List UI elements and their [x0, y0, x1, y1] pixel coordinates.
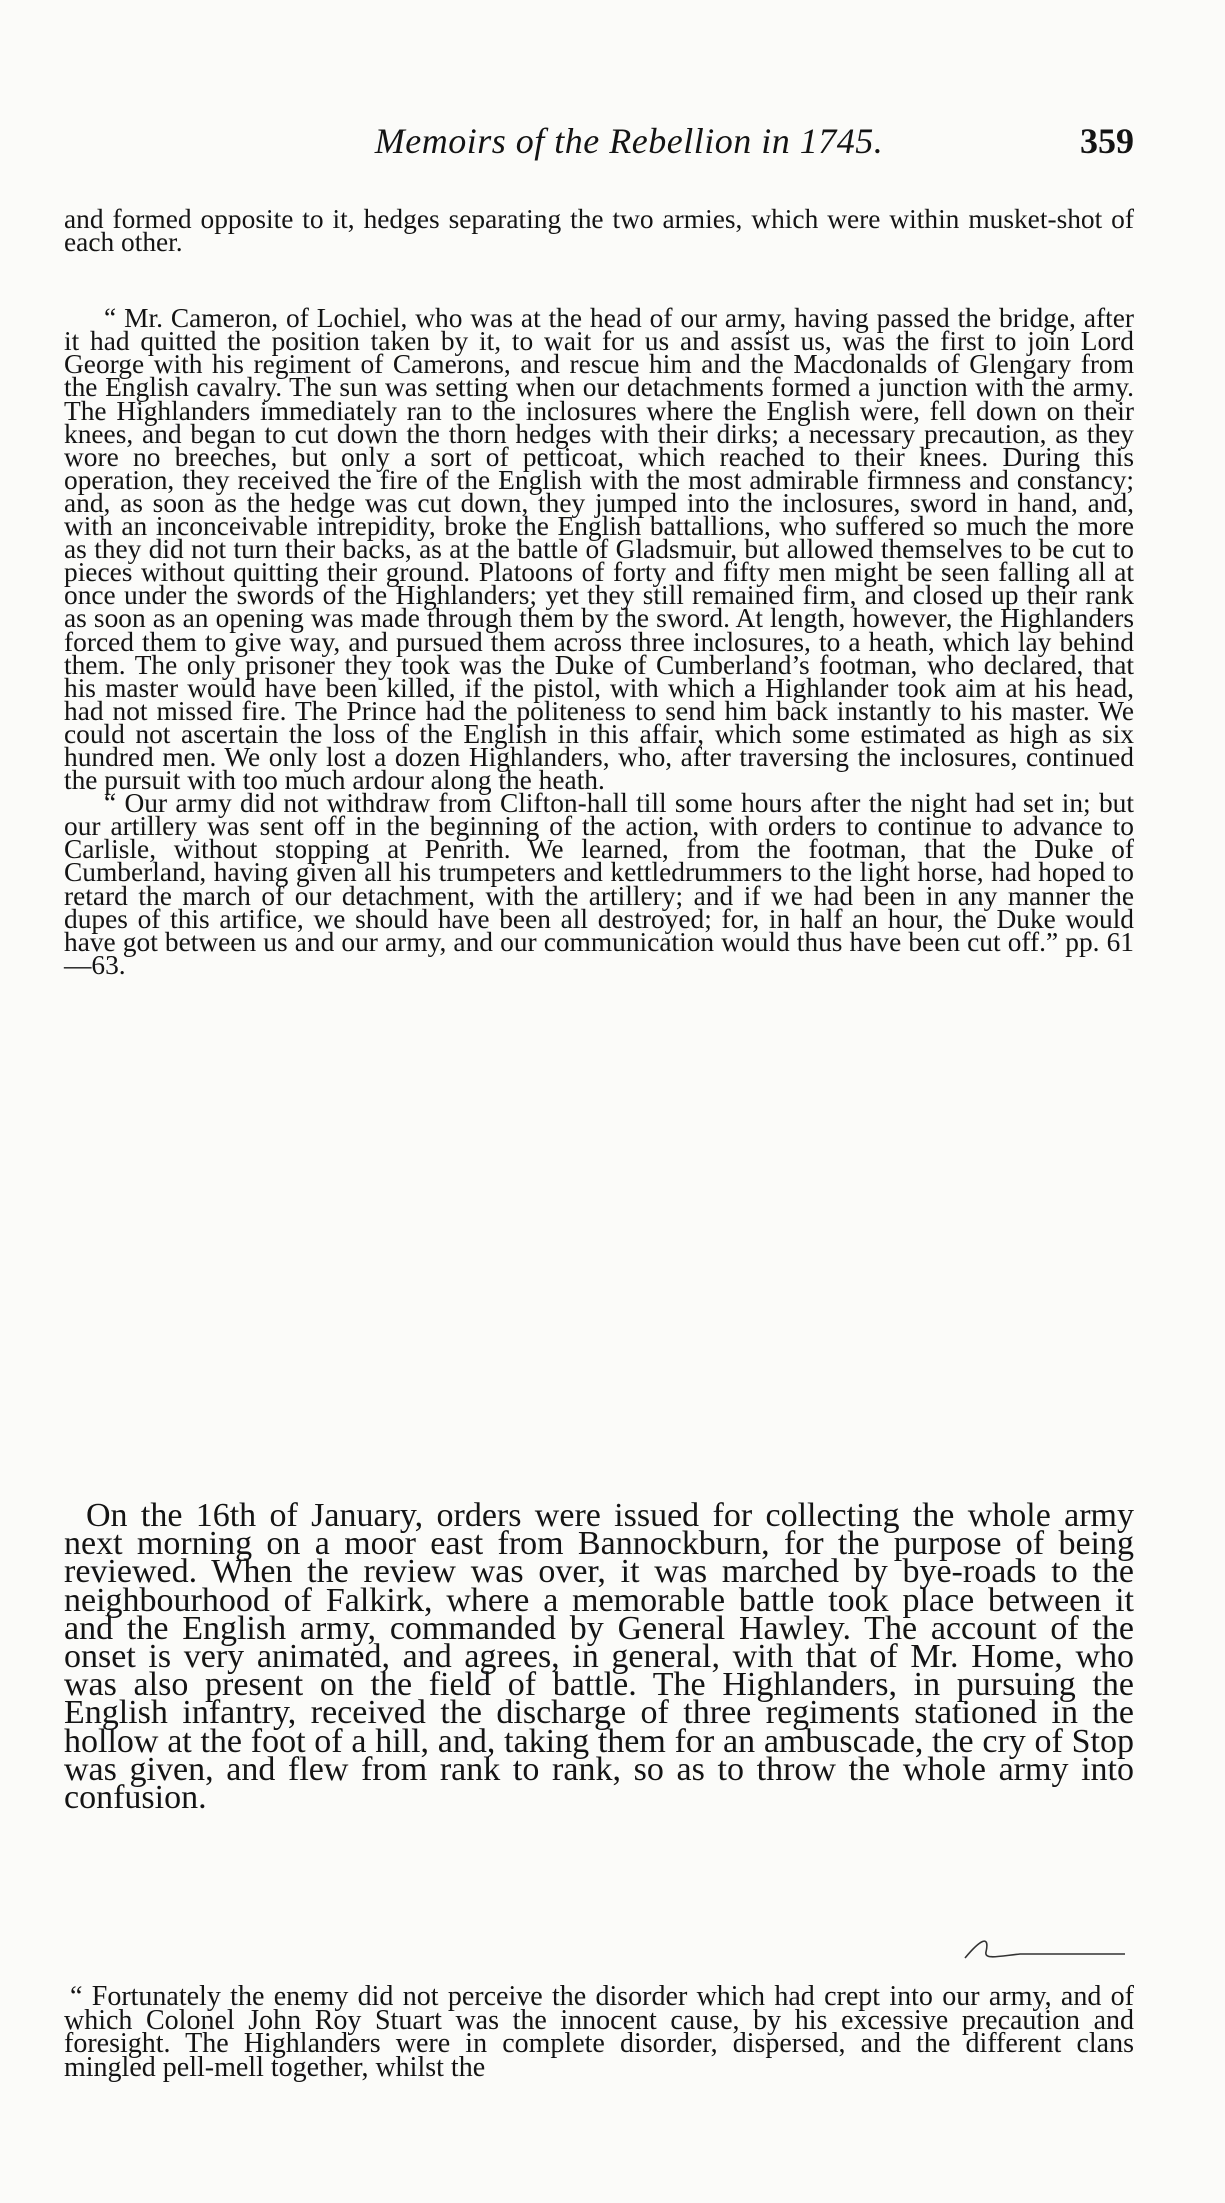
- pen-flourish-mark: [960, 1930, 1130, 1966]
- page-header: [64, 120, 1134, 170]
- page-number: 359: [1080, 121, 1134, 161]
- quote-paragraph-disorder: “ Fortunately the enemy did not perceive the disorder which had crept into our army, and of which Colonel John Roy Stuart was the innocent cause, by his excessive precaution and foresight. The Highlanders were in complete disorder, dispersed, and the different clans mingled pell-mell together, whilst the: [64, 1981, 1134, 2083]
- narrative-passage: [64, 1497, 1134, 1817]
- quoted-passage: [64, 204, 1134, 980]
- running-head: Memoirs of the Rebellion in 1745.: [374, 121, 884, 161]
- quoted-passage-falkirk: [64, 1981, 1134, 2083]
- continued-paragraph: and formed opposite to it, hedges separating the two armies, which were within musket-shot of each other.: [64, 204, 1134, 258]
- quote-paragraph-clifton-skirmish: “ Mr. Cameron, of Lochiel, who was at the head of our army, having passed the bridge, after it had quitted the position taken by it, to wait for us and assist us, was the first to join Lord George with his regiment of Camerons, and rescue him and the Macdonalds of Glengary from the English cavalry. The sun was setting when our detachments formed a junction with the army. The Highlanders immediately ran to the inclosures where the English were, fell down on their knees, and began to cut down the thorn hedges with their dirks; a necessary precaution, as they wore no breeches, but only a sort of petticoat, which reached to their knees. During this operation, they received the fire of the English with the most admirable firmness and constancy; and, as soon as the hedge was cut down, they jumped into the inclosures, sword in hand, and, with an inconceivable intrepidity, broke the English battallions, who suffered so much the more as they did not turn their backs, as at the battle of Gladsmuir, but allowed themselves to be cut to pieces without quitting their ground. Platoons of forty and fifty men might be seen falling all at once under the swords of the Highlanders; yet they still remained firm, and closed up their rank as soon as an opening was made through them by the sword. At length, however, the Highlanders forced them to give way, and pursued them across three inclosures, to a heath, which lay behind them. The only prisoner they took was the Duke of Cumberland’s footman, who declared, that his master would have been killed, if the pistol, with which a Highlander took aim at his head, had not missed fire. The Prince had the politeness to send him back instantly to his master. We could not ascertain the loss of the English in this affair, which some estimated as high as six hundred men. We only lost a dozen Highlanders, who, after traversing the inclosures, continued the pursuit with too much ardour along the heath.: [64, 303, 1134, 796]
- narrative-paragraph-falkirk: On the 16th of January, orders were issued for collecting the whole army next morning on a moor east from Bannockburn, for the purpose of being reviewed. When the review was over, it was marched by bye-roads to the neighbourhood of Falkirk, where a memorable battle took place between it and the English army, commanded by General Hawley. The account of the onset is very animated, and agrees, in general, with that of Mr. Home, who was also present on the field of battle. The Highlanders, in pursuing the English infantry, received the discharge of three regiments stationed in the hollow at the foot of a hill, and, taking them for an ambuscade, the cry of Stop was given, and flew from rank to rank, so as to throw the whole army into confusion.: [64, 1497, 1134, 1817]
- quote-paragraph-withdrawal: “ Our army did not withdraw from Clifton-hall till some hours after the night had set in; but our artillery was sent off in the beginning of the action, with orders to continue to advance to Carlisle, without stopping at Penrith. We learned, from the footman, that the Duke of Cumberland, having given all his trumpeters and kettledrummers to the light horse, had hoped to retard the march of our detachment, with the artillery; and if we had been in any manner the dupes of this artifice, we should have been all destroyed; for, in half an hour, the Duke would have got between us and our army, and our communication would thus have been cut off.” pp. 61—63.: [64, 788, 1134, 980]
